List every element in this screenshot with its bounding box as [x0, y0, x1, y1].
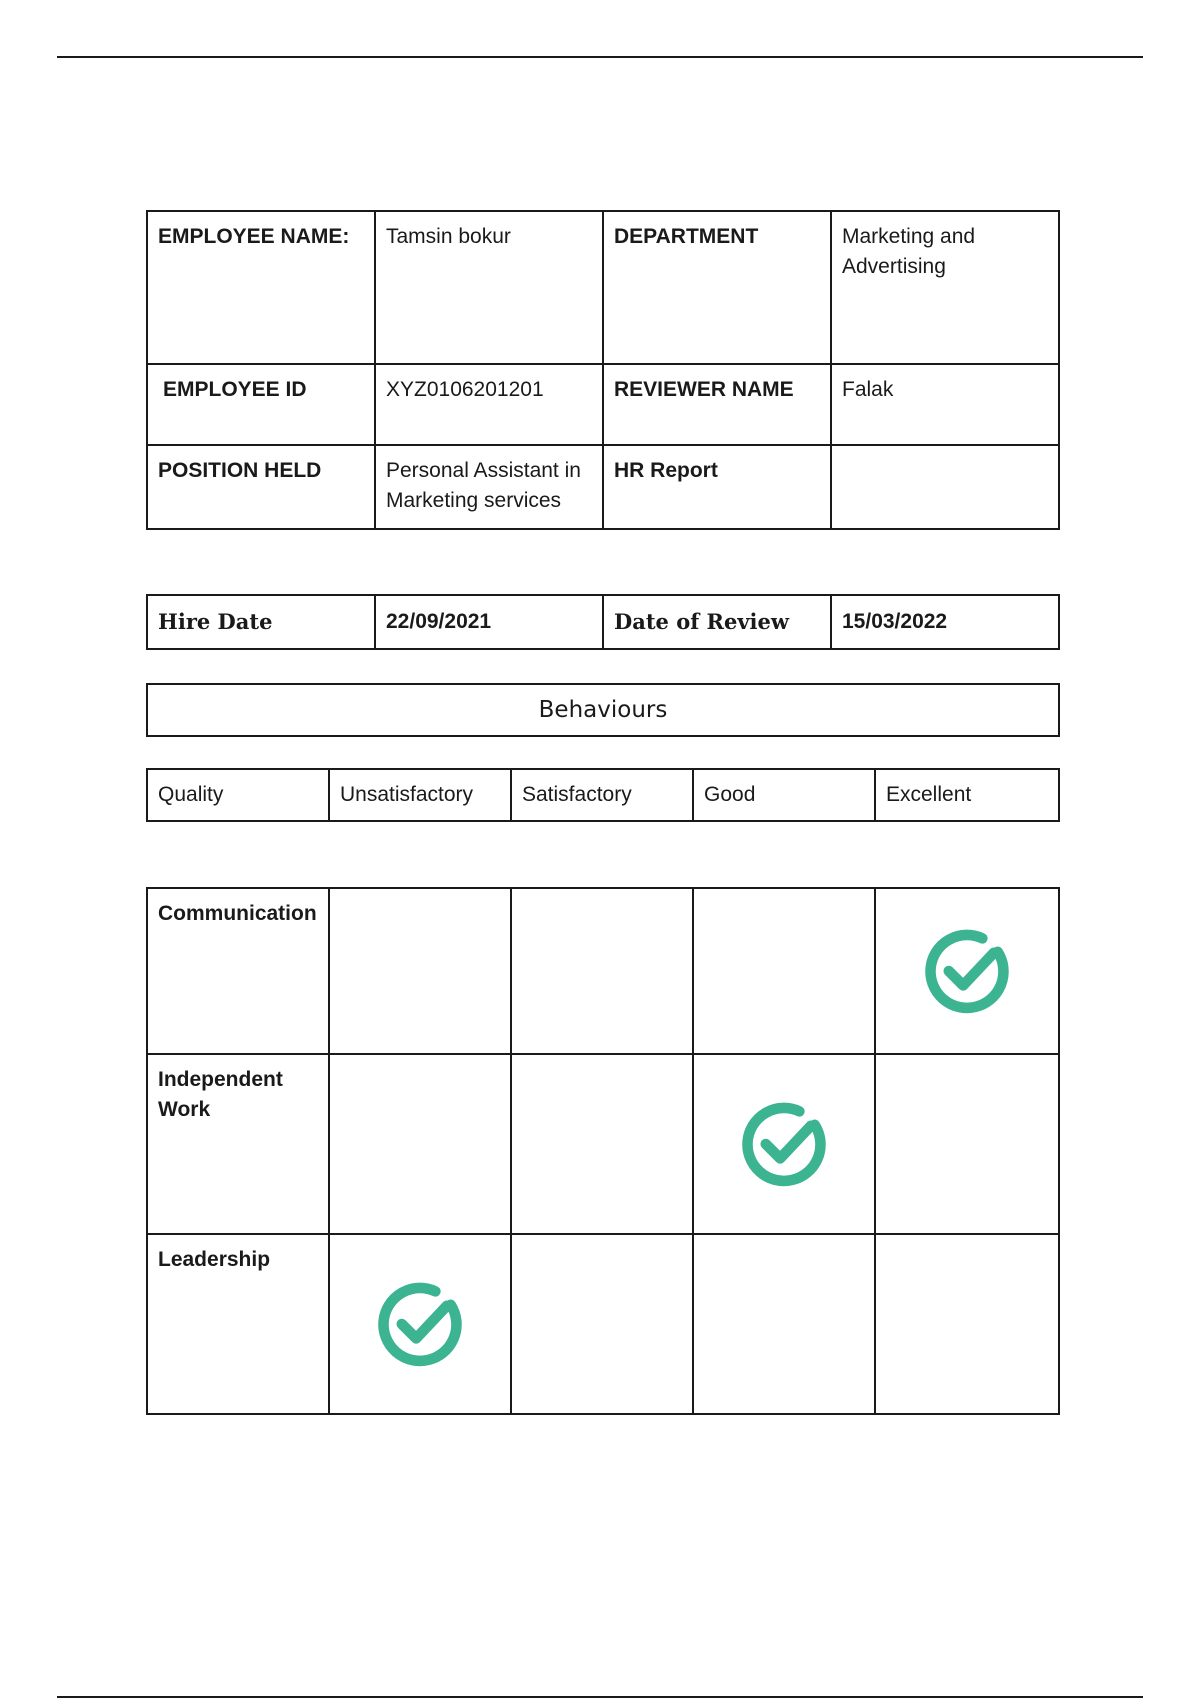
hr-report-label: HR Report [603, 445, 831, 529]
rating-row [147, 1234, 1059, 1414]
hire-date-value: 22/09/2021 [375, 595, 603, 649]
employee-id-value: XYZ0106201201 [375, 364, 603, 445]
rating-cell-satisfactory [511, 888, 693, 1054]
position-held-value: Personal Assistant in Marketing services [375, 445, 603, 529]
rating-cell-good [693, 888, 875, 1054]
reviewer-name-value: Falak [831, 364, 1059, 445]
rating-cell-good [693, 1234, 875, 1414]
rating-cell-unsatisfactory [329, 888, 511, 1054]
rating-row [147, 888, 1059, 1054]
behaviour-ratings-table [146, 887, 1060, 1415]
review-date-value: 15/03/2022 [831, 595, 1059, 649]
hire-date-label: Hire Date [147, 595, 375, 649]
rating-cell-excellent [875, 1234, 1059, 1414]
rating-cell-excellent [875, 1054, 1059, 1234]
header-rule [57, 56, 1143, 58]
rating-cell-unsatisfactory [329, 1054, 511, 1234]
review-date-label: Date of Review [603, 595, 831, 649]
employee-info-table [146, 210, 1060, 530]
reviewer-name-label: REVIEWER NAME [603, 364, 831, 445]
criterion-name: Leadership [147, 1234, 329, 1414]
hr-report-value [831, 445, 1059, 529]
behaviours-title: Behaviours [146, 683, 1060, 737]
scale-good: Good [693, 769, 875, 821]
rating-cell-good [693, 1054, 875, 1234]
rating-row [147, 1054, 1059, 1234]
scale-excellent: Excellent [875, 769, 1059, 821]
dates-table [146, 594, 1060, 650]
rating-cell-satisfactory [511, 1054, 693, 1234]
rating-cell-satisfactory [511, 1234, 693, 1414]
rating-scale-table [146, 768, 1060, 822]
criterion-name: Independent Work [147, 1054, 329, 1234]
employee-name-value: Tamsin bokur [375, 211, 603, 364]
criterion-name: Communication [147, 888, 329, 1054]
scale-unsatisfactory: Unsatisfactory [329, 769, 511, 821]
footer-rule [57, 1696, 1143, 1698]
department-value: Marketing and Advertising [831, 211, 1059, 364]
check-circle-icon [919, 923, 1015, 1019]
employee-name-label: EMPLOYEE NAME: [147, 211, 375, 364]
rating-cell-excellent [875, 888, 1059, 1054]
scale-satisfactory: Satisfactory [511, 769, 693, 821]
department-label: DEPARTMENT [603, 211, 831, 364]
scale-quality: Quality [147, 769, 329, 821]
check-circle-icon [372, 1276, 468, 1372]
rating-cell-unsatisfactory [329, 1234, 511, 1414]
check-circle-icon [736, 1096, 832, 1192]
employee-id-label: EMPLOYEE ID [147, 364, 375, 445]
position-held-label: POSITION HELD [147, 445, 375, 529]
